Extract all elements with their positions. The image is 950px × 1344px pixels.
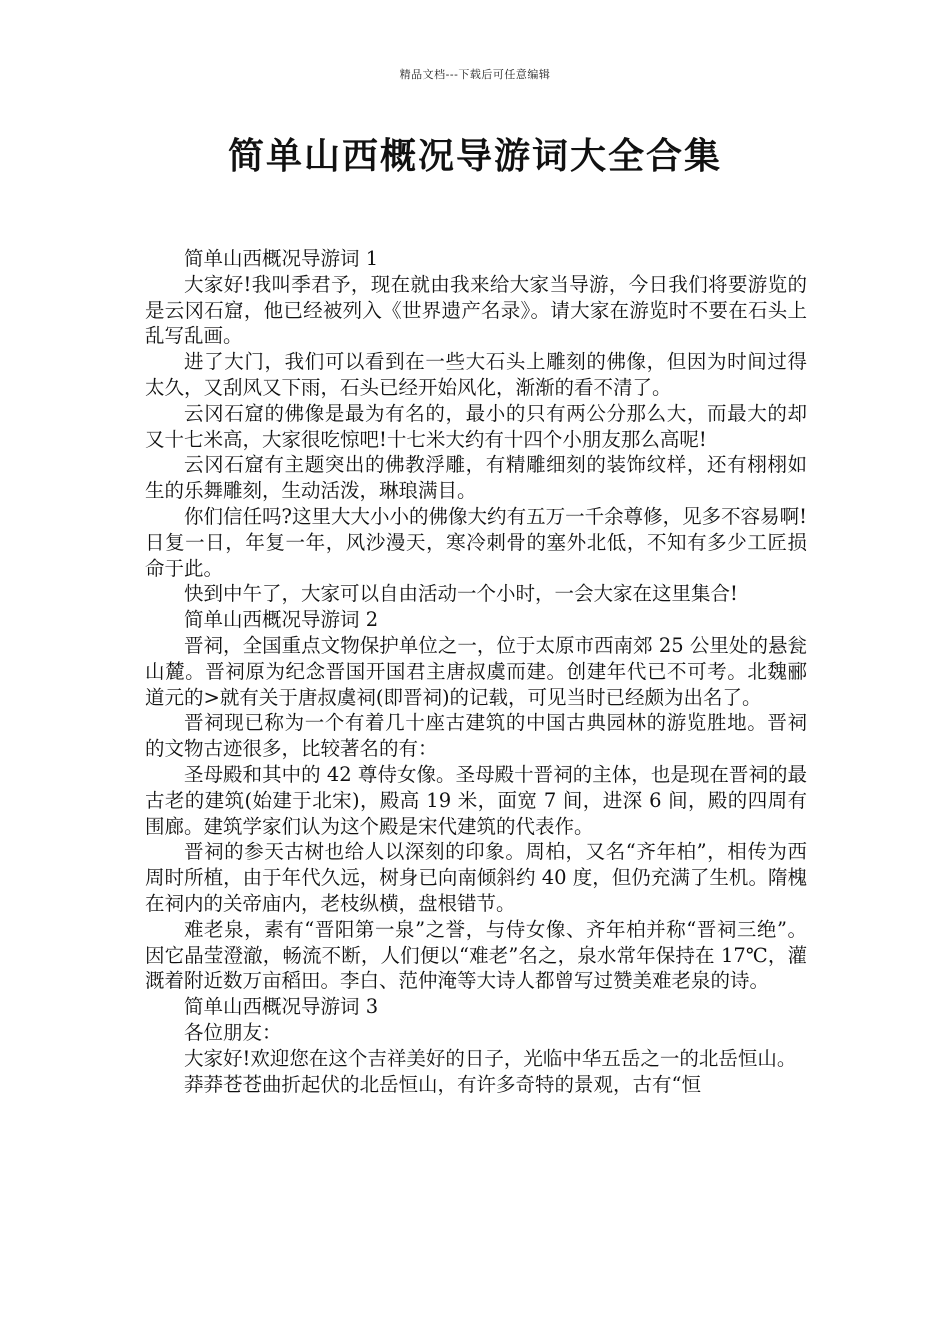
paragraph: 大家好!我叫季君予，现在就由我来给大家当导游，今日我们将要游览的是云冈石窟，他已经被列入《世界遗产名录》。请大家在游览时不要在石头上乱写乱画。 (145, 272, 807, 348)
paragraph: 大家好!欢迎您在这个吉祥美好的日子，光临中华五岳之一的北岳恒山。 (184, 1046, 797, 1070)
paragraph: 晋祠的参天古树也给人以深刻的印象。周柏，又名“齐年柏”，相传为西周时所植，由于年代久远，树身已向南倾斜约 40 度，但仍充满了生机。隋槐在祠内的关帝庙内，老枝纵横，盘根错节。 (145, 840, 807, 915)
paragraph: 云冈石窟的佛像是最为有名的，最小的只有两公分那么大，而最大的却又十七米高，大家很吃惊吧!十七米大约有十四个小朋友那么高呢! (145, 401, 807, 451)
header-note: 精品文档---下载后可任意编辑 (399, 68, 551, 81)
document-body (145, 246, 807, 1097)
document-title: 简单山西概况导游词大全合集 (227, 136, 722, 177)
paragraph: 云冈石窟有主题突出的佛教浮雕，有精雕细刻的装饰纹样，还有栩栩如生的乐舞雕刻，生动活泼，琳琅满目。 (145, 453, 807, 503)
section-heading-3: 简单山西概况导游词 3 (184, 995, 379, 1019)
paragraph: 难老泉，素有“晋阳第一泉”之誉，与侍女像、齐年柏并称“晋祠三绝”。因它晶莹澄澈，畅流不断，人们便以“难老”名之，泉水常年保持在 17℃，灌溉着附近数万亩稻田。李白、范仲淹等大诗人都曾写过赞美难老泉的诗。 (145, 917, 807, 993)
paragraph: 进了大门，我们可以看到在一些大石头上雕刻的佛像，但因为时间过得太久，又刮风又下雨，石头已经开始风化，渐渐的看不清了。 (145, 350, 807, 399)
paragraph: 莽莽苍苍曲折起伏的北岳恒山，有许多奇特的景观，古有“恒 (184, 1072, 701, 1096)
paragraph: 快到中午了，大家可以自由活动一个小时，一会大家在这里集合! (184, 582, 738, 606)
paragraph: 各位朋友： (184, 1020, 282, 1044)
paragraph: 你们信任吗?这里大大小小的佛像大约有五万一千余尊修，见多不容易啊!日复一日，年复一年，风沙漫天，寒冷刺骨的塞外北低，不知有多少工匠损命于此。 (145, 504, 807, 580)
section-heading-2: 简单山西概况导游词 2 (184, 608, 379, 632)
paragraph: 圣母殿和其中的 42 尊侍女像。圣母殿十晋祠的主体，也是现在晋祠的最古老的建筑(始建于北宋)，殿高 19 米，面宽 7 间，进深 6 间，殿的四周有围廊。建筑学家们认为这个殿是宋代建筑的代表作。 (145, 762, 807, 838)
paragraph: 晋祠现已称为一个有着几十座古建筑的中国古典园林的游览胜地。晋祠的文物古迹很多，比较著名的有： (145, 711, 807, 761)
section-heading-1: 简单山西概况导游词 1 (184, 247, 379, 270)
paragraph: 晋祠，全国重点文物保护单位之一，位于太原市西南郊 25 公里处的悬瓮山麓。晋祠原为纪念晋国开国君主唐叔虞而建。创建年代已不可考。北魏郦道元的>就有关于唐叔虞祠(即晋祠)的记载，可见当时已经颇为出名了。 (145, 633, 807, 709)
